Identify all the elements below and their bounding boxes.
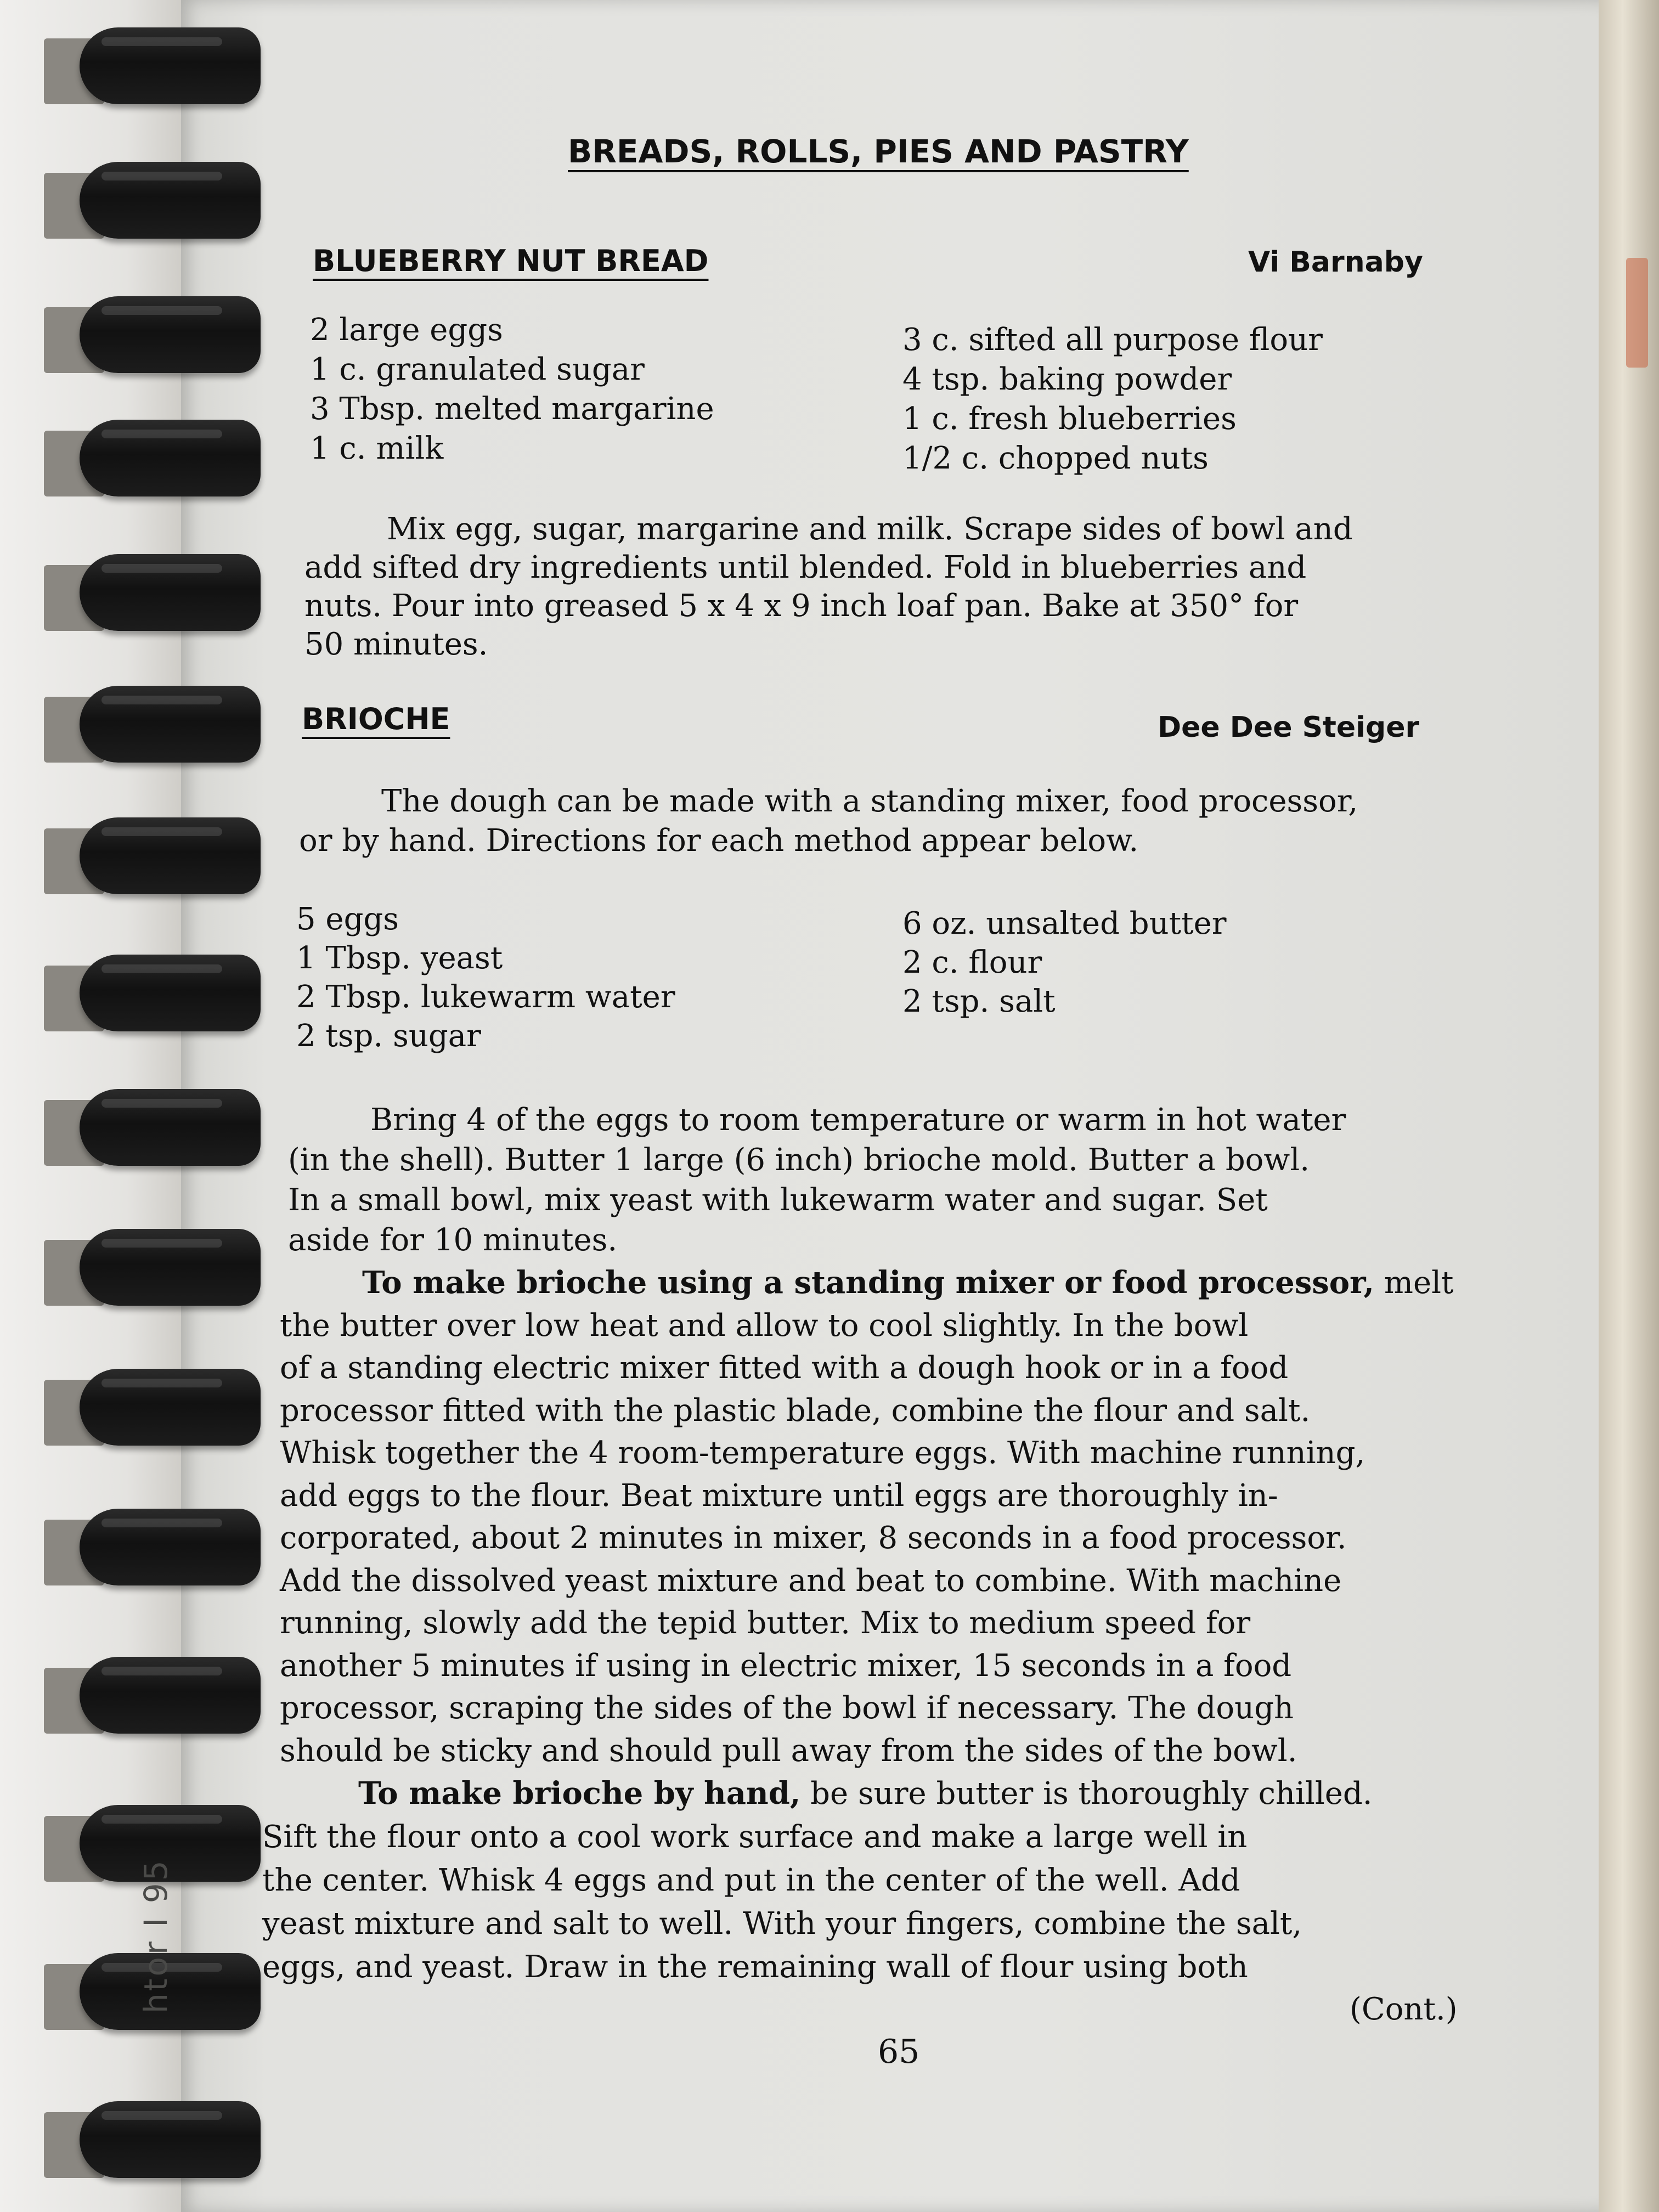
- mixer-line: running, slowly add the tepid butter. Mix to medium speed for: [280, 1605, 1251, 1641]
- ingredients-right-blueberry: [902, 320, 1323, 478]
- ingredient: 2 large eggs: [310, 312, 503, 348]
- ingredients-right-brioche: [902, 904, 1227, 1021]
- mixer-first-rest: melt: [1374, 1265, 1454, 1301]
- hand-line: the center. Whisk 4 eggs and put in the center of the well. Add: [262, 1863, 1240, 1898]
- ingredient: 4 tsp. baking powder: [902, 362, 1232, 397]
- binding-coil: [33, 1369, 252, 1451]
- recipe-author-blueberry: Vi Barnaby: [1248, 246, 1423, 279]
- directions-line: add sifted dry ingredients until blended. Fold in blueberries and: [304, 550, 1307, 585]
- directions-blueberry: [304, 510, 1353, 664]
- section-header: BREADS, ROLLS, PIES AND PASTRY: [568, 133, 1189, 170]
- ingredient: 1 c. fresh blueberries: [902, 401, 1237, 437]
- ingredient: 3 Tbsp. melted margarine: [310, 391, 714, 427]
- mixer-line: processor, scraping the sides of the bowl if necessary. The dough: [280, 1690, 1294, 1726]
- binding-coil: [33, 1509, 252, 1591]
- binding-coil: [33, 1229, 252, 1311]
- ingredient: 2 c. flour: [902, 945, 1042, 980]
- page-number: 65: [878, 2033, 920, 2071]
- ingredient: 1 c. milk: [310, 431, 444, 466]
- tab-marker: [1626, 258, 1648, 368]
- mixer-line: should be sticky and should pull away from the sides of the bowl.: [280, 1733, 1297, 1769]
- spine-stamp: htor I 95: [137, 1858, 174, 2013]
- directions-line: nuts. Pour into greased 5 x 4 x 9 inch loaf pan. Bake at 350° for: [304, 588, 1299, 624]
- recipe-author-brioche: Dee Dee Steiger: [1158, 711, 1420, 744]
- mixer-line: Add the dissolved yeast mixture and beat to combine. With machine: [280, 1562, 1342, 1599]
- hand-first-line: [262, 1772, 1373, 1815]
- mixer-line: corporated, about 2 minutes in mixer, 8 seconds in a food processor.: [280, 1520, 1347, 1556]
- hand-line: yeast mixture and salt to well. With your fingers, combine the salt,: [262, 1906, 1302, 1942]
- binding-coil: [33, 420, 252, 502]
- continued-note: (Cont.): [1350, 1991, 1458, 2027]
- intro-line: The dough can be made with a standing mixer, food processor,: [381, 783, 1358, 819]
- binding-coil: [33, 162, 252, 244]
- binding-coil: [33, 2101, 252, 2183]
- directions-line: Mix egg, sugar, margarine and milk. Scrape sides of bowl and: [387, 511, 1353, 547]
- mixer-line: another 5 minutes if using in electric mixer, 15 seconds in a food: [280, 1647, 1292, 1684]
- recipe-title-blueberry: BLUEBERRY NUT BREAD: [313, 244, 709, 278]
- binding-coil: [33, 1657, 252, 1739]
- mixer-line: add eggs to the flour. Beat mixture until eggs are thoroughly in-: [280, 1477, 1278, 1514]
- intro-line: or by hand. Directions for each method appear below.: [299, 823, 1139, 859]
- ingredient: 1 Tbsp. yeast: [296, 940, 503, 976]
- prep-line: aside for 10 minutes.: [288, 1222, 618, 1258]
- hand-line: Sift the flour onto a cool work surface and make a large well in: [262, 1819, 1248, 1855]
- mixer-line: Whisk together the 4 room-temperature eggs. With machine running,: [280, 1435, 1365, 1471]
- mixer-first-line: [280, 1262, 1454, 1305]
- prep-brioche: [288, 1100, 1346, 1260]
- hand-first-rest: be sure butter is thoroughly chilled.: [800, 1776, 1373, 1812]
- binding-coil: [33, 817, 252, 900]
- prep-line: Bring 4 of the eggs to room temperature or warm in hot water: [370, 1102, 1346, 1138]
- recipe-title-brioche: BRIOCHE: [302, 702, 450, 736]
- binding-coil: [33, 1089, 252, 1171]
- ingredient: 2 tsp. salt: [902, 984, 1056, 1019]
- prep-line: (in the shell). Butter 1 large (6 inch) brioche mold. Butter a bowl.: [288, 1142, 1310, 1178]
- ingredient: 6 oz. unsalted butter: [902, 906, 1227, 941]
- mixer-method: [280, 1262, 1454, 1772]
- binding-coil: [33, 955, 252, 1037]
- ingredient: 2 tsp. sugar: [296, 1018, 481, 1054]
- hand-method-lead: To make brioche by hand,: [358, 1775, 801, 1812]
- mixer-line: processor fitted with the plastic blade, combine the flour and salt.: [280, 1392, 1311, 1429]
- hand-method: [262, 1772, 1373, 1989]
- binding-coil: [33, 27, 252, 110]
- hand-line: eggs, and yeast. Draw in the remaining wall of flour using both: [262, 1949, 1248, 1985]
- ingredients-left-brioche: [296, 900, 675, 1056]
- mixer-line: the butter over low heat and allow to cool slightly. In the bowl: [280, 1307, 1249, 1344]
- mixer-line: of a standing electric mixer fitted with a dough hook or in a food: [280, 1350, 1289, 1386]
- binding-coil: [33, 686, 252, 768]
- ingredients-left-blueberry: [310, 311, 714, 469]
- binding-coil: [33, 554, 252, 636]
- spiral-binding: [0, 0, 263, 2212]
- ingredient: 3 c. sifted all purpose flour: [902, 322, 1323, 358]
- binding-coil: [33, 296, 252, 379]
- ingredient: 2 Tbsp. lukewarm water: [296, 979, 675, 1015]
- directions-line: 50 minutes.: [304, 627, 488, 662]
- ingredient: 5 eggs: [296, 901, 399, 937]
- intro-brioche: [299, 782, 1358, 861]
- ingredient: 1 c. granulated sugar: [310, 352, 645, 387]
- prep-line: In a small bowl, mix yeast with lukewarm water and sugar. Set: [288, 1182, 1268, 1218]
- mixer-method-lead: To make brioche using a standing mixer or food processor,: [362, 1265, 1375, 1301]
- ingredient: 1/2 c. chopped nuts: [902, 441, 1209, 476]
